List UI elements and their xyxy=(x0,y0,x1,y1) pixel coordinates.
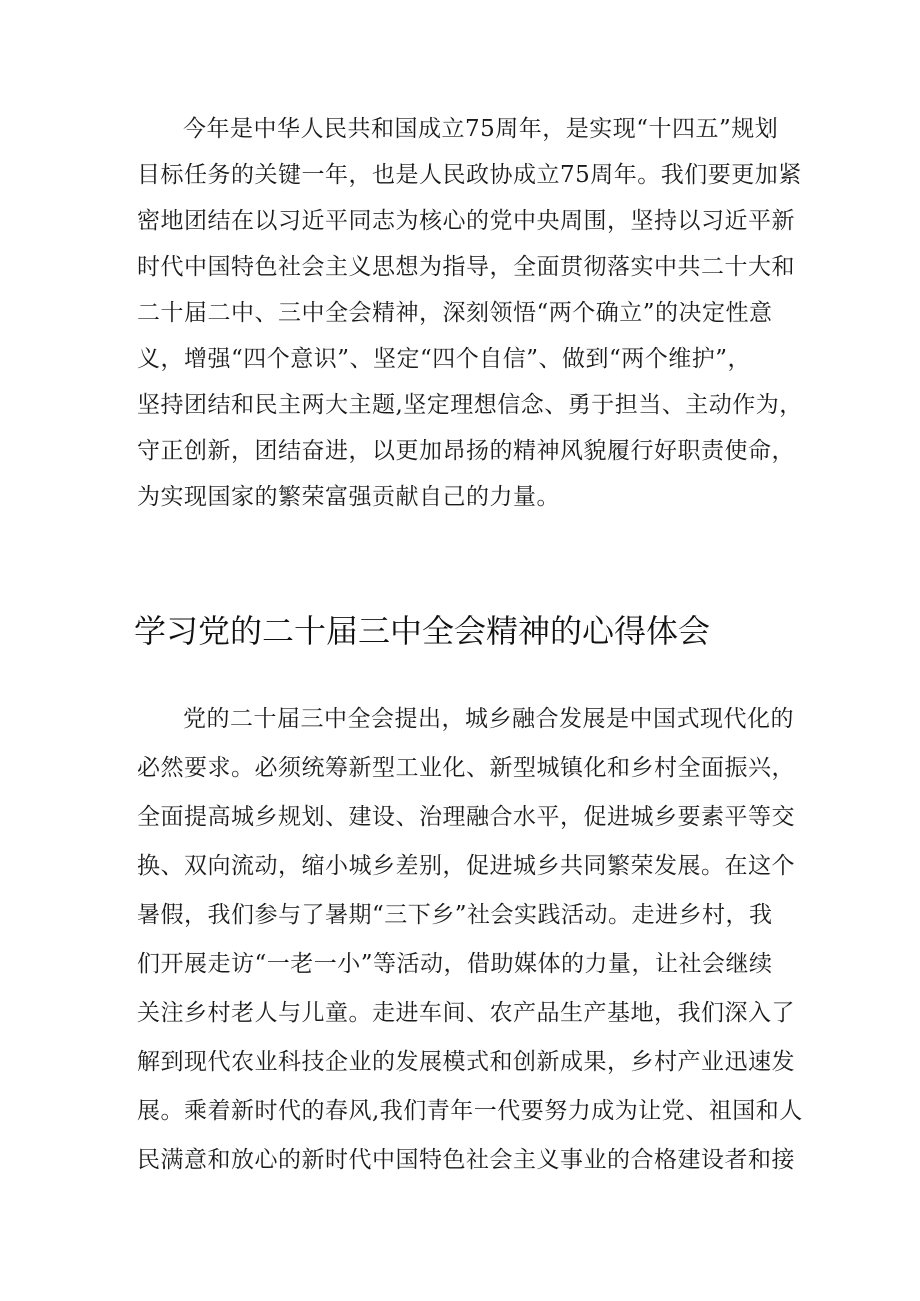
paragraph-line: 们开展走访“一老一小”等活动，借助媒体的力量，让社会继续 xyxy=(137,951,773,977)
paragraph-line: 守正创新，团结奋进，以更加昂扬的精神风貌履行好职责使命， xyxy=(137,438,795,464)
paragraph-line: 义，增强“四个意识”、坚定“四个自信”、做到“两个维护”， xyxy=(137,346,752,372)
paragraph-line: 坚持团结和民主两大主题,坚定理想信念、勇于担当、主动作为， xyxy=(137,392,803,418)
paragraph-line: 民满意和放心的新时代中国特色社会主义事业的合格建设者和接 xyxy=(137,1147,795,1173)
paragraph-line: 必然要求。必须统筹新型工业化、新型城镇化和乡村全面振兴， xyxy=(137,755,795,781)
paragraph-line: 目标任务的关键一年，也是人民政协成立75周年。我们要更加紧 xyxy=(137,162,802,188)
paragraph-intro xyxy=(137,112,803,542)
paragraph-line: 二十届二中、三中全会精神，深刻领悟“两个确立”的决定性意 xyxy=(137,300,773,326)
paragraph-line: 展。乘着新时代的春风,我们青年一代要努力成为让党、祖国和人 xyxy=(137,1098,803,1124)
paragraph-line: 解到现代农业科技企业的发展模式和创新成果，乡村产业迅速发 xyxy=(137,1049,795,1075)
paragraph-line: 时代中国特色社会主义思想为指导，全面贯彻落实中共二十大和 xyxy=(137,254,795,280)
paragraph-line: 暑假，我们参与了暑期“三下乡”社会实践活动。走进乡村，我 xyxy=(137,902,773,928)
section-title: 学习党的二十届三中全会精神的心得体会 xyxy=(134,612,711,650)
paragraph-line: 关注乡村老人与儿童。走进车间、农产品生产基地，我们深入了 xyxy=(137,1000,795,1026)
paragraph-body xyxy=(137,702,803,1182)
paragraph-line: 今年是中华人民共和国成立75周年，是实现“十四五”规划 xyxy=(183,116,779,142)
paragraph-line: 换、双向流动，缩小城乡差别，促进城乡共同繁荣发展。在这个 xyxy=(137,853,795,879)
paragraph-line: 党的二十届三中全会提出，城乡融合发展是中国式现代化的 xyxy=(183,706,794,732)
paragraph-line: 全面提高城乡规划、建设、治理融合水平，促进城乡要素平等交 xyxy=(137,804,795,830)
paragraph-line: 密地团结在以习近平同志为核心的党中央周围，坚持以习近平新 xyxy=(137,208,795,234)
paragraph-line: 为实现国家的繁荣富强贡献自己的力量。 xyxy=(137,484,560,510)
